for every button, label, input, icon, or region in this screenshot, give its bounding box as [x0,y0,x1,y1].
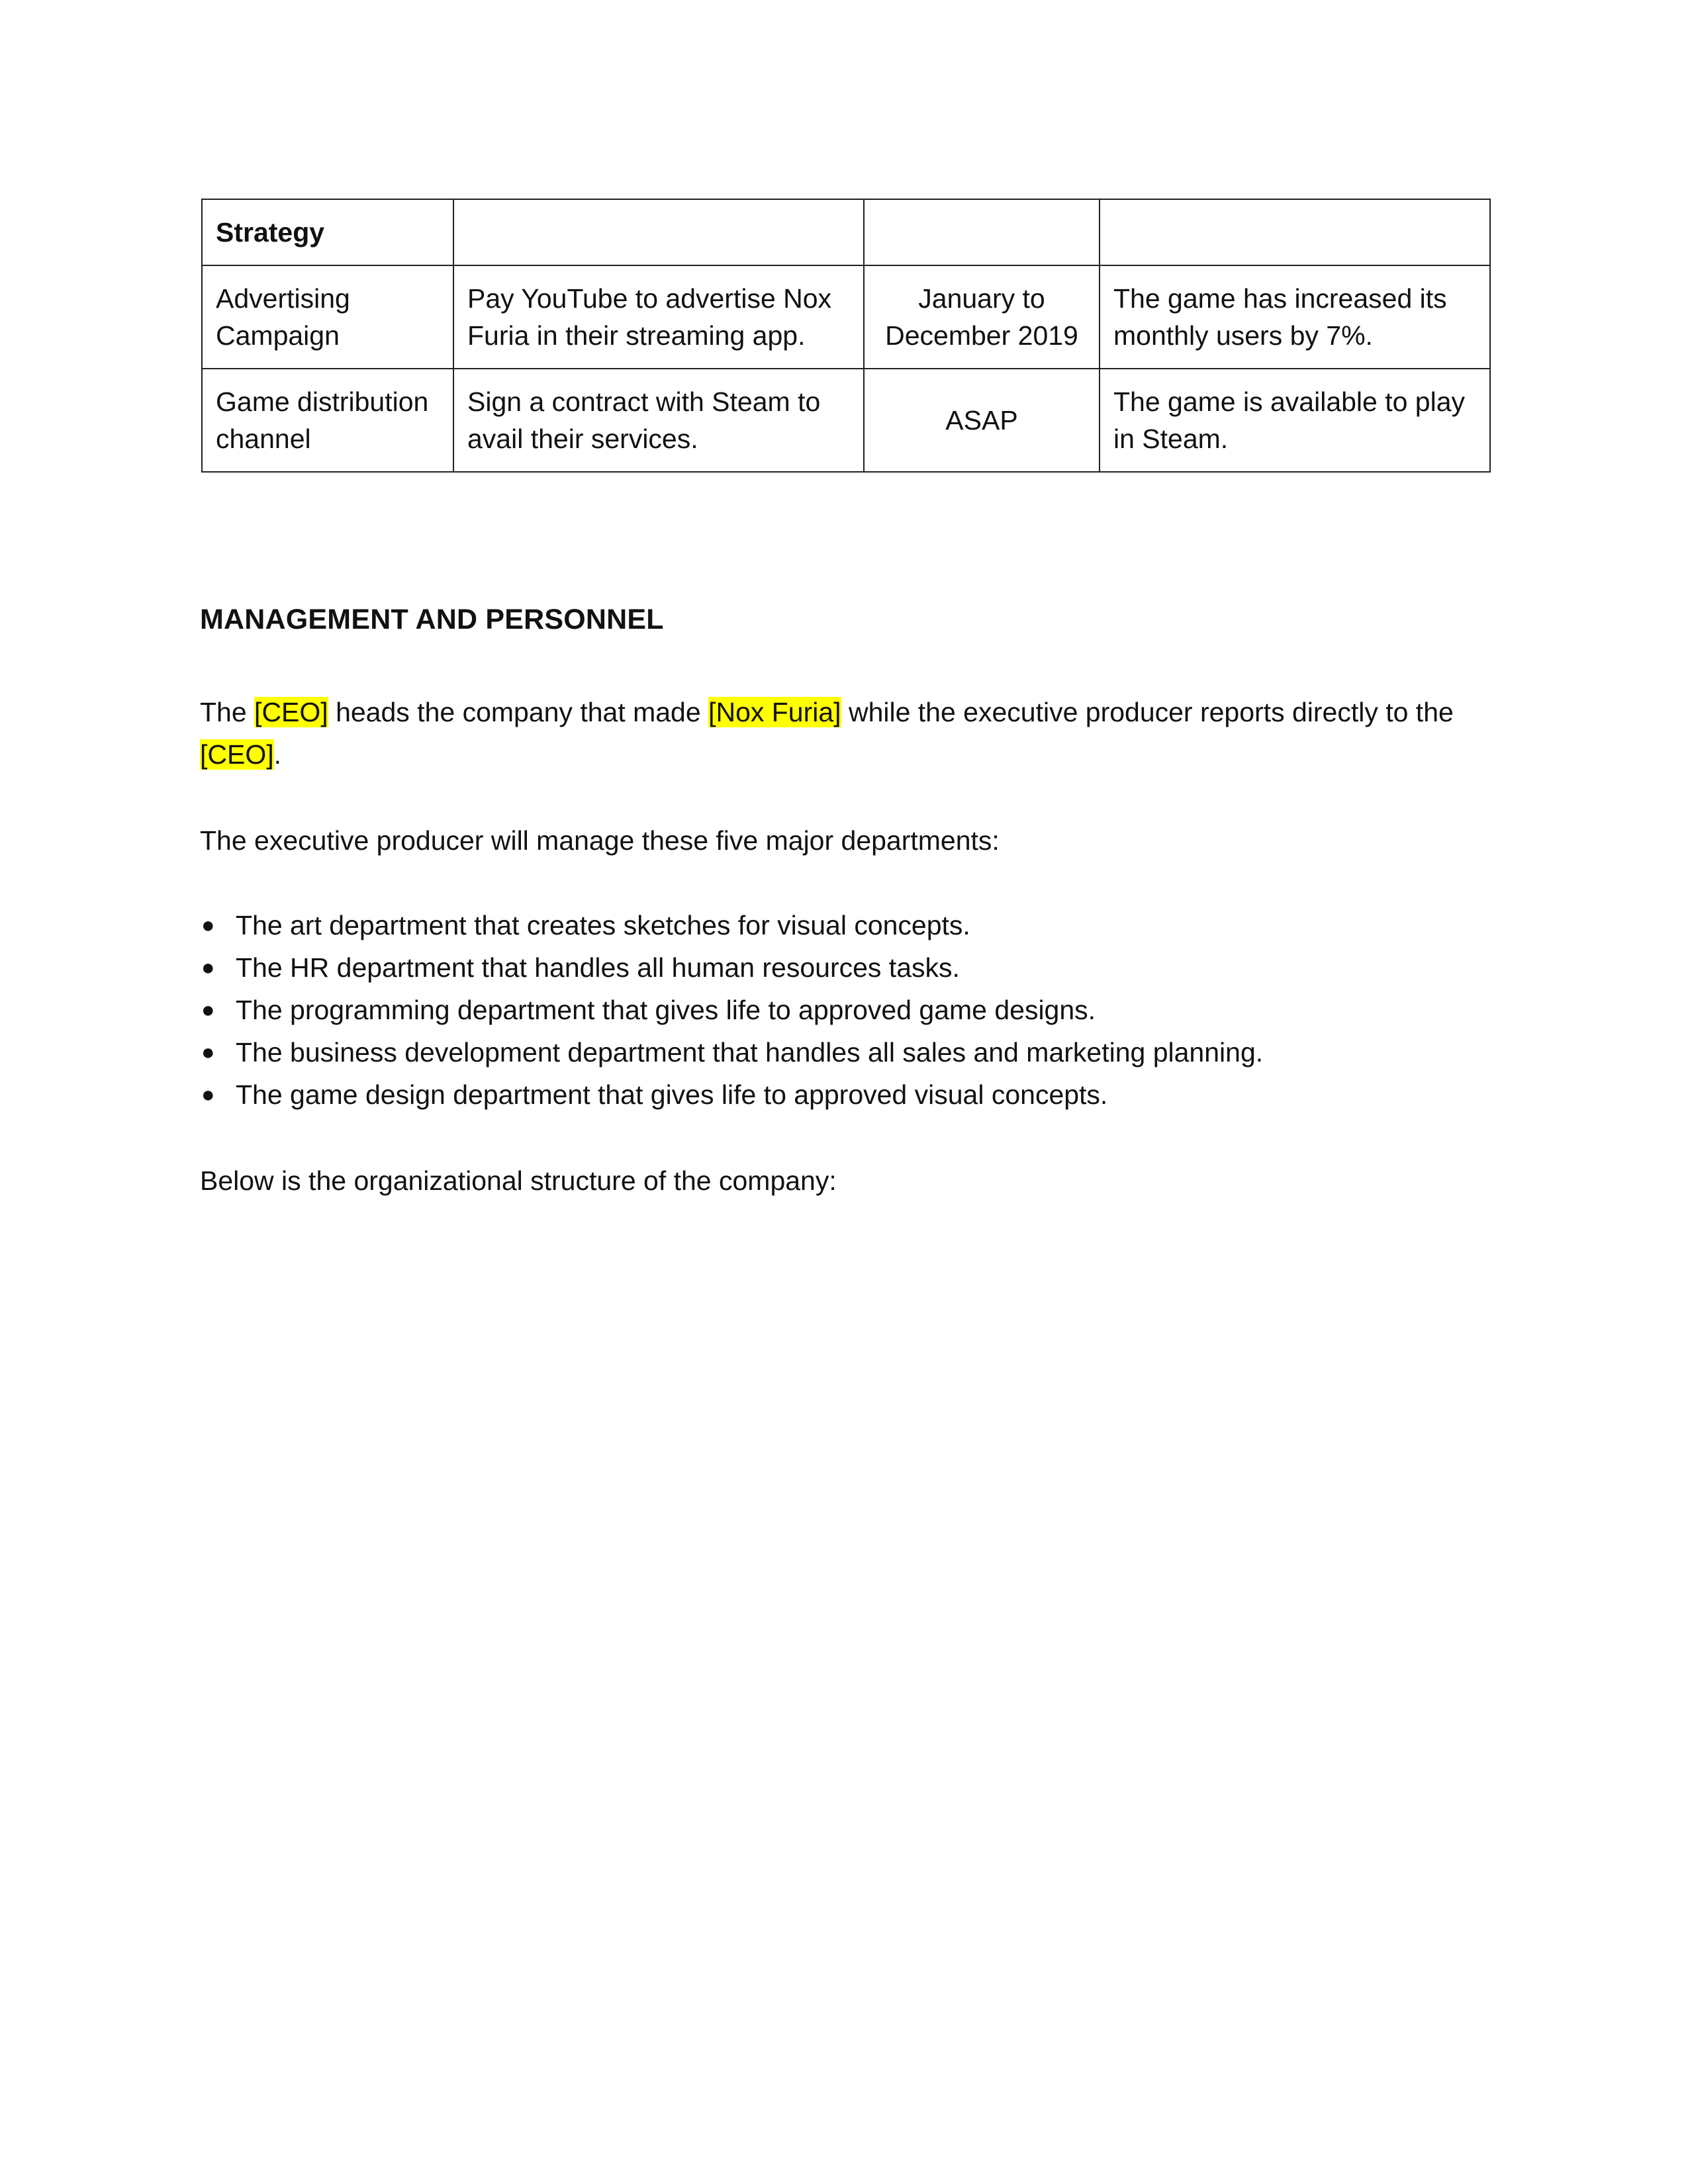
list-item-text: The art department that creates sketches for visual concepts. [236,910,970,940]
list-item-text: The business development department that handles all sales and marketing planning. [236,1037,1264,1068]
bullet-icon: ● [201,955,215,980]
table-header-cell [864,199,1100,265]
ceo-placeholder-highlight: [CEO] [200,739,274,770]
list-item-text: The programming department that gives life to approved game designs. [236,995,1096,1025]
table-cell-strategy: Advertising Campaign [202,265,453,369]
table-cell-action: Sign a contract with Steam to avail their services. [453,369,864,472]
list-item-text: The game design department that gives life to approved visual concepts. [236,1079,1108,1110]
list-item [200,1073,1497,1116]
strategy-table [201,199,1491,473]
list-item [200,946,1497,989]
management-intro-paragraph [200,691,1497,776]
table-cell-result: The game has increased its monthly users by 7%. [1100,265,1490,369]
list-item [200,1031,1497,1073]
intro-text: while the executive producer reports directly to the [841,697,1454,727]
departments-intro-paragraph: The executive producer will manage these five major departments: [200,825,1000,856]
table-cell-result: The game is available to play in Steam. [1100,369,1490,472]
bullet-icon: ● [201,997,215,1023]
game-name-placeholder-highlight: [Nox Furia] [708,697,841,727]
bullet-icon: ● [201,913,215,938]
table-cell-timeline: ASAP [864,369,1100,472]
list-item-text: The HR department that handles all human resources tasks. [236,952,960,983]
intro-text: The [200,697,255,727]
section-heading: MANAGEMENT AND PERSONNEL [200,604,664,635]
table-cell-action: Pay YouTube to advertise Nox Furia in their streaming app. [453,265,864,369]
table-cell-strategy: Game distribution channel [202,369,453,472]
ceo-placeholder-highlight: [CEO] [254,697,328,727]
intro-text: heads the company that made [328,697,709,727]
table-header-cell: Strategy [202,199,453,265]
table-header-cell [1100,199,1490,265]
list-item [200,904,1497,946]
departments-list [200,904,1497,1116]
table-header-cell [453,199,864,265]
table-header-row [202,199,1490,265]
org-structure-intro-paragraph: Below is the organizational structure of the company: [200,1165,837,1196]
list-item [200,989,1497,1031]
table-row [202,369,1490,472]
table-cell-timeline: January to December 2019 [864,265,1100,369]
intro-text: . [273,739,282,770]
table-row [202,265,1490,369]
bullet-icon: ● [201,1082,215,1107]
bullet-icon: ● [201,1040,215,1065]
